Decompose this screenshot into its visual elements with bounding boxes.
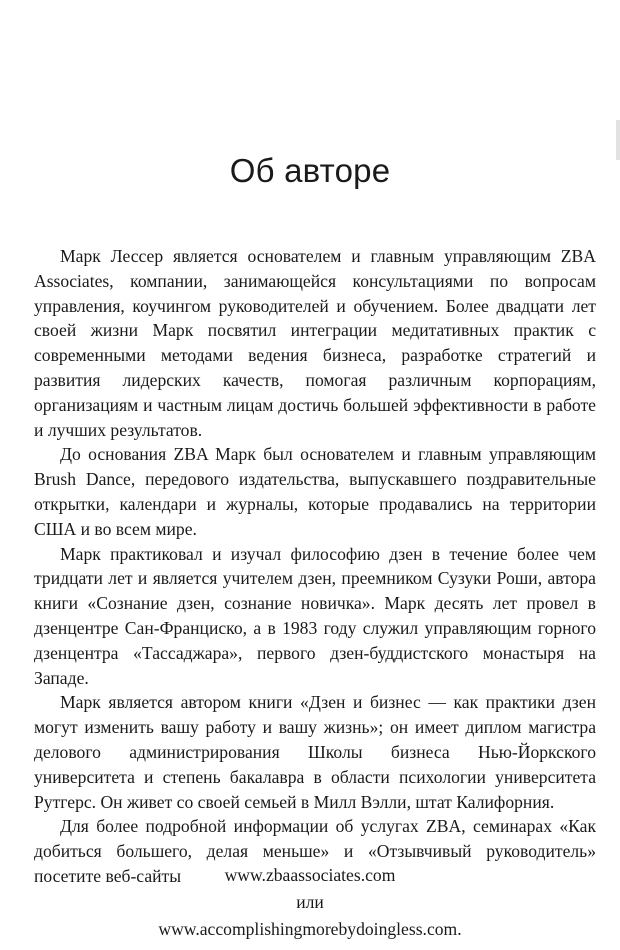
- page-title: Об авторе: [229, 152, 391, 189]
- website-link-accomplishing[interactable]: www.accomplishingmorebydoingless.com.: [158, 919, 462, 939]
- bio-paragraph-founder: Марк Лессер является основателем и главным управляющим ZBA Associates, компании, занимающейся консультациями по вопросам управления, коучингом руководителей и обучением. Более двадцати лет своей жизни Марк посвятил интеграции медитативных практик с современными методами ведения бизнеса, разработке стратегий и развития лидерских качеств, помогая различным корпорациям, организациям и частным лицам достичь большей эффективности в работе и лучших результатов.: [34, 246, 596, 440]
- website-link-zba[interactable]: www.zbaassociates.com: [224, 865, 396, 885]
- bio-paragraph-brush-dance: До основания ZBA Марк был основателем и главным управляющим Brush Dance, передового издательства, выпускавшего поздравительные открытки, календари и журналы, которые продавались на территории США и во всем мире.: [34, 444, 596, 539]
- website-list: [0, 862, 620, 943]
- bio-paragraph-education: Марк является автором книги «Дзен и бизнес — как практики дзен могут изменить вашу работу и вашу жизнь»; он имеет диплом магистра делового администрирования Школы бизнеса Нью-Йоркского университета и степень бакалавра в области психологии университета Рутгерс. Он живет со своей семьей в Милл Вэлли, штат Калифорния.: [34, 692, 596, 812]
- author-bio: [34, 244, 596, 889]
- bio-paragraph-zen-practice: Марк практиковал и изучал философию дзен в течение более чем тридцати лет и является учителем дзен, преемником Сузуки Роши, автора книги «Сознание дзен, сознание новичка». Марк десять лет провел в дзенцентре Сан-Франциско, а в 1983 году служил управляющим горного дзенцентра «Тассаджара», первого дзен-буддистского монастыря на Западе.: [34, 543, 596, 688]
- bio-paragraph-websites: Для более подробной информации об услугах ZBA, семинарах «Как добиться большего, делая меньше» и «Отзывчивый руководитель» посетите веб-сайты: [34, 816, 596, 886]
- website-separator: или: [296, 892, 324, 912]
